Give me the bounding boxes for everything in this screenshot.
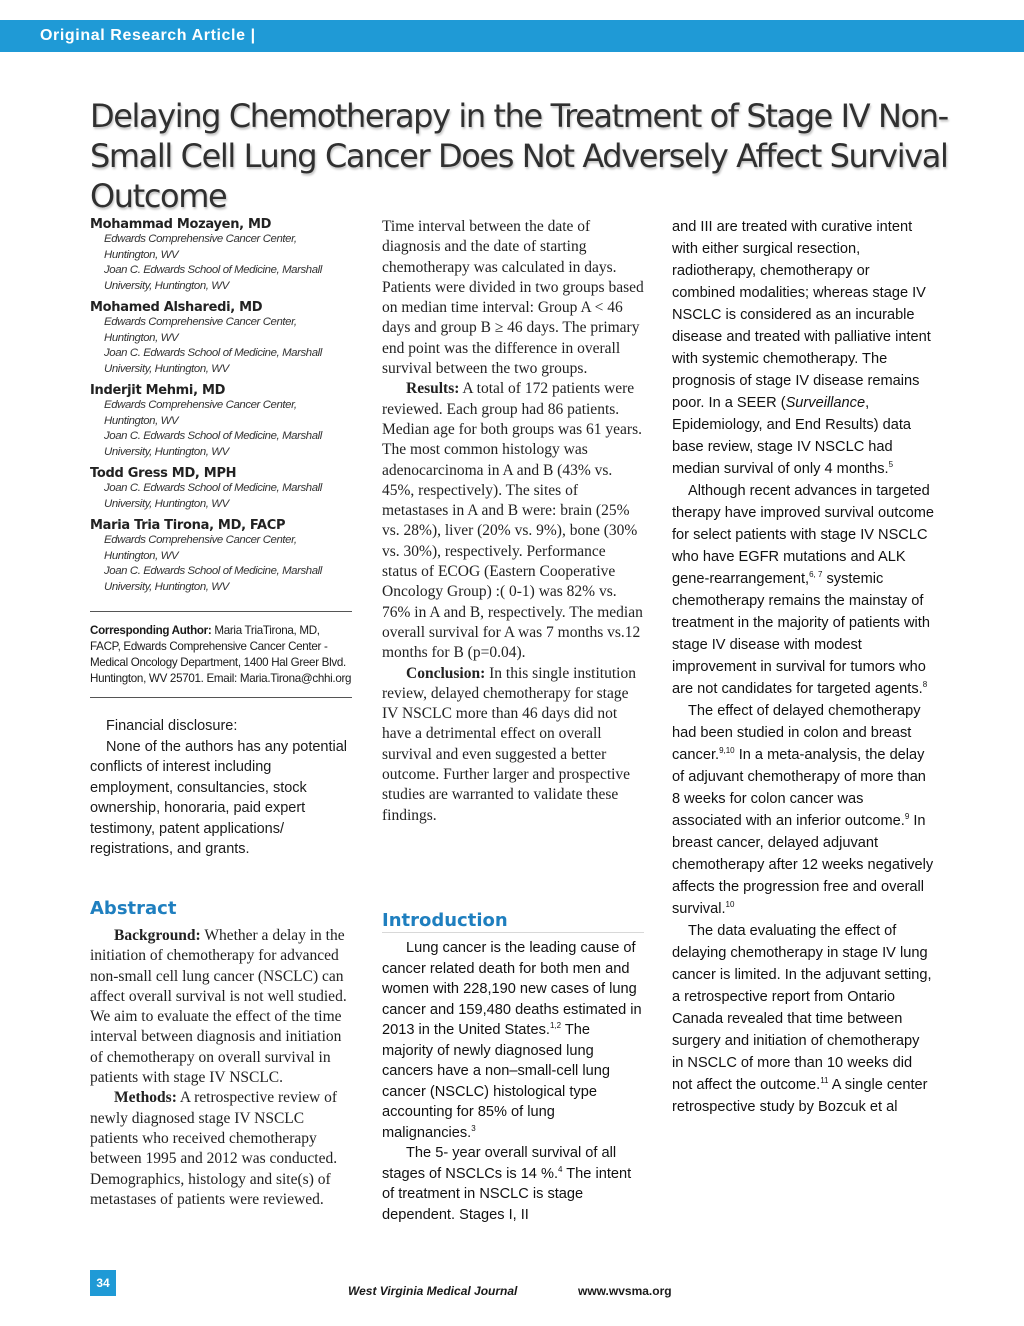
author-affiliation: Joan C. Edwards School of Medicine, Marshall University, Huntington, WV <box>104 347 322 375</box>
author-name: Todd Gress MD, MPH <box>90 466 237 481</box>
page-number: 34 <box>90 1270 116 1296</box>
article-type-banner <box>0 20 1024 52</box>
introduction-heading: Introduction <box>382 910 644 933</box>
author-name: Inderjit Mehmi, MD <box>90 383 226 398</box>
banner-label: Original Research Article | <box>40 27 256 44</box>
authors-column <box>90 217 352 860</box>
intro-text: , Epidemiology, and End Results) data base review, stage IV NSCLC had median survival of only 4 months. <box>672 395 912 477</box>
author-affiliation: Edwards Comprehensive Cancer Center, Huntington, WV <box>104 534 297 562</box>
citation: 4 <box>558 1164 563 1174</box>
intro-text: In a meta-analysis, the delay of adjuvant chemotherapy of more than 8 weeks for colon cancer was associated with an inferior outcome. <box>672 747 926 829</box>
article-title: Delaying Chemotherapy in the Treatment of Stage IV Non-Small Cell Lung Cancer Does Not Adversely Affect Survival Outcome <box>90 97 948 215</box>
author-affiliation: Joan C. Edwards School of Medicine, Marshall University, Huntington, WV <box>104 482 322 510</box>
abstract-continued <box>382 217 644 826</box>
citation: 3 <box>471 1123 476 1133</box>
intro-text: The intent of treatment in NSCLC is stage dependent. Stages I, II <box>382 1165 632 1223</box>
citation: 9 <box>904 812 910 822</box>
journal-name: West Virginia Medical Journal <box>348 1284 518 1298</box>
corresponding-text: Maria TriaTirona, MD, FACP, Edwards Comprehensive Cancer Center - Medical Oncology Department, 1400 Hal Greer Blvd. Huntington, WV 25701. Email: Maria.Tirona@chhi.org <box>90 624 352 685</box>
citation: 6, 7 <box>809 570 823 580</box>
corresponding-author <box>90 611 352 698</box>
financial-heading: Financial disclosure: <box>106 718 238 734</box>
author-affiliation: Edwards Comprehensive Cancer Center, Huntington, WV <box>104 316 297 344</box>
author-affiliation: Joan C. Edwards School of Medicine, Marshall University, Huntington, WV <box>104 565 322 593</box>
author-affiliation: Edwards Comprehensive Cancer Center, Huntington, WV <box>104 399 297 427</box>
introduction-body <box>382 938 644 1225</box>
citation: 11 <box>820 1076 829 1086</box>
results-text: A total of 172 patients were reviewed. Each group had 86 patients. Median age for both groups was 61 years. The most common histology was adenocarcinoma in A and B (43% vs. 45%, respectively). The sites of metastases in A and B were: brain (25% vs. 28%), liver (20% vs. 9%), bone (30% vs. 30%), respectively. Performance status of ECOG (Eastern Cooperative Oncology Group) :( 0-1) was 82% vs. 76% in A and B, respectively. The median overall survival for A was 7 months vs.12 months for B (p=0.04). <box>382 380 643 662</box>
results-label: Results: <box>406 380 460 398</box>
author-affiliation: Joan C. Edwards School of Medicine, Marshall University, Huntington, WV <box>104 264 322 292</box>
abstract-heading: Abstract <box>90 898 177 919</box>
methods-text: A retrospective review of newly diagnosed stage IV NSCLC patients who received chemotherapy between 1995 and 2012 was conducted. Demographics, histology and site(s) of metastases of patients were reviewed. <box>90 1089 338 1208</box>
corresponding-label: Corresponding Author: <box>90 624 212 637</box>
methods-label: Methods: <box>114 1089 177 1107</box>
author-affiliation: Edwards Comprehensive Cancer Center, Huntington, WV <box>104 233 297 261</box>
financial-disclosure <box>90 716 352 860</box>
author-name: Mohamed Alsharedi, MD <box>90 300 263 315</box>
citation: 1,2 <box>549 1021 562 1031</box>
intro-text: Lung cancer is the leading cause of cancer related death for both men and women with 228,190 new cases of lung cancer and 159,480 deaths estimated in 2013 in the United States. <box>382 940 642 1038</box>
intro-text: Although recent advances in targeted therapy have improved survival outcome for select patients with stage IV NSCLC who have EGFR mutations and ALK gene-rearrangement, <box>672 483 935 587</box>
background-text: Whether a delay in the initiation of chemotherapy for advanced non-small cell lung cancer (NSCLC) can affect overall survival is not well studied. We aim to evaluate the effect of the time interval between diagnosis and initiation of chemotherapy on overall survival in patients with stage IV NSCLC. <box>90 927 347 1087</box>
financial-text: None of the authors has any potential conflicts of interest including employment, consultancies, stock ownership, honoraria, paid expert testimony, patent applications/ registrations, and grants. <box>90 738 348 857</box>
background-label: Background: <box>114 927 201 944</box>
intro-text: systemic chemotherapy remains the mainstay of treatment in the majority of patients with stage IV disease with modest improvement in survival for tumors who are not candidates for targeted agents. <box>672 571 930 697</box>
author-affiliation: Joan C. Edwards School of Medicine, Marshall University, Huntington, WV <box>104 430 322 458</box>
author-name: Mohammad Mozayen, MD <box>90 217 272 232</box>
conclusion-label: Conclusion: <box>406 664 486 682</box>
citation: 9,10 <box>719 746 735 756</box>
intro-text: The effect of delayed chemotherapy had been studied in colon and breast cancer. <box>672 703 921 763</box>
methods-continued: Time interval between the date of diagnosis and the date of starting chemotherapy was calculated in days. Patients were divided in two groups based on median time interval: Group A < 46 days and group B ≥ 46 days. The primary end point was the difference in overall survival between the two groups. <box>382 218 644 378</box>
intro-text: Surveillance <box>785 395 866 411</box>
abstract-body <box>90 926 352 1210</box>
citation: 5 <box>888 460 894 470</box>
intro-text: The data evaluating the effect of delaying chemotherapy in stage IV lung cancer is limited. In the adjuvant setting, a retrospective report from Ontario Canada revealed that time between surgery and initiation of chemotherapy in NSCLC of more than 10 weeks did not affect the outcome. <box>672 923 932 1093</box>
intro-text: The 5- year overall survival of all stages of NSCLCs is 14 %. <box>382 1145 617 1182</box>
intro-text: A single center retrospective study by Bozcuk et al <box>672 1077 928 1115</box>
author-name: Maria Tria Tirona, MD, FACP <box>90 518 286 533</box>
intro-text: The majority of newly diagnosed lung cancers have a non–small-cell lung cancer (NSCLC) histological type accounting for 85% of lung malignancies. <box>382 1022 610 1141</box>
citation: 8 <box>922 680 928 690</box>
citation: 10 <box>725 900 735 910</box>
journal-url[interactable]: www.wvsma.org <box>578 1284 672 1298</box>
conclusion-text: In this single institution review, delayed chemotherapy for stage IV NSCLC more than 46 days did not have a detrimental effect on overall survival and even suggested a better outcome. Further larger and prospective studies are warranted to validate these findings. <box>382 664 636 824</box>
right-column <box>672 216 934 1118</box>
intro-text: In breast cancer, delayed adjuvant chemotherapy after 12 weeks negatively affects the progression free and overall survival. <box>672 813 934 917</box>
intro-text: and III are treated with curative intent with either surgical resection, radiotherapy, chemotherapy or combined modalities; whereas stage IV NSCLC is considered as an incurable disease and treated with palliative intent with systemic chemotherapy. The prognosis of stage IV disease remains poor. In a SEER ( <box>672 219 931 411</box>
